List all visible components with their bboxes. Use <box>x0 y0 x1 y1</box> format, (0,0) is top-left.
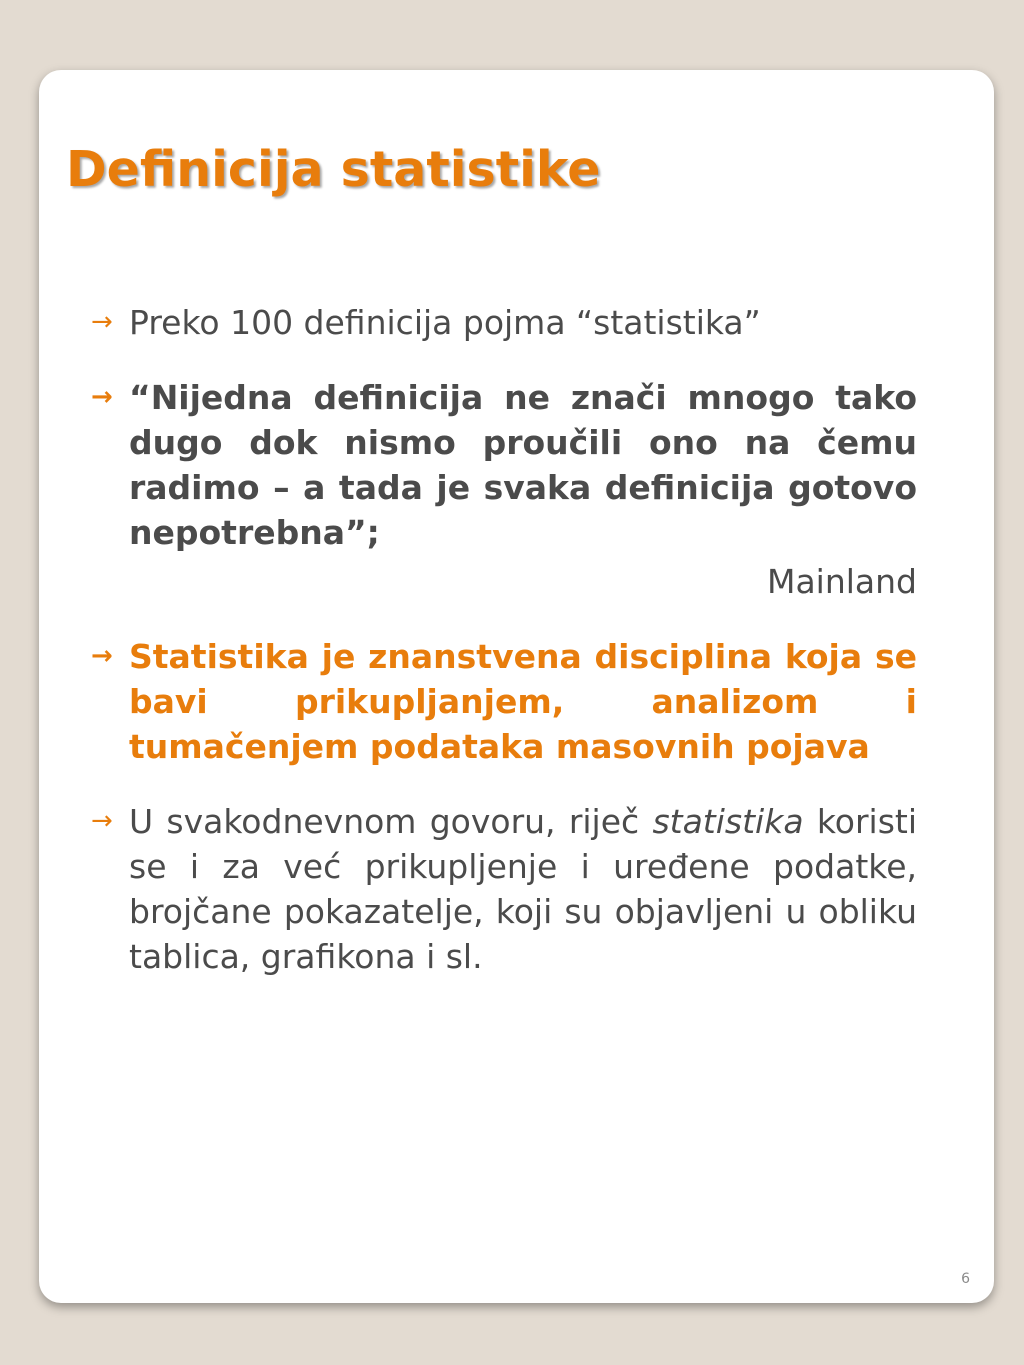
arrow-right-icon: → <box>91 382 113 412</box>
bullet-emphasis: statistika <box>652 802 804 841</box>
bullet-text: Preko 100 definicija pojma “statistika” <box>129 303 761 342</box>
bullet-item-quote <box>91 375 917 604</box>
bullet-text-before: U svakodnevnom govoru, riječ <box>129 802 653 841</box>
bullet-quote-text: “Nijedna definicija ne znači mnogo tako dugo dok nismo proučili ono na čemu radimo – a tada je svaka definicija gotovo nepotrebna”; <box>129 378 917 552</box>
bullet-text-after: koristi se i za već prikupljenje i uređene podatke, brojčane pokazatelje, koji su objavljeni u obliku tablica, grafikona i sl. <box>129 802 917 976</box>
bullet-item <box>91 300 917 345</box>
slide <box>39 70 994 1303</box>
quote-attribution: Mainland <box>766 562 917 601</box>
bullet-list <box>91 300 917 979</box>
arrow-right-icon: → <box>91 641 113 671</box>
bullet-item-definition <box>91 634 917 769</box>
bullet-definition-text: Statistika je znanstvena disciplina koja se bavi prikupljanjem, analizom i tumačenjem podataka masovnih pojava <box>129 637 917 766</box>
page-number: 6 <box>961 1271 970 1287</box>
arrow-right-icon: → <box>91 307 113 337</box>
bullet-item <box>91 799 917 979</box>
arrow-right-icon: → <box>91 806 113 836</box>
slide-title: Definicija statistike <box>66 141 601 198</box>
